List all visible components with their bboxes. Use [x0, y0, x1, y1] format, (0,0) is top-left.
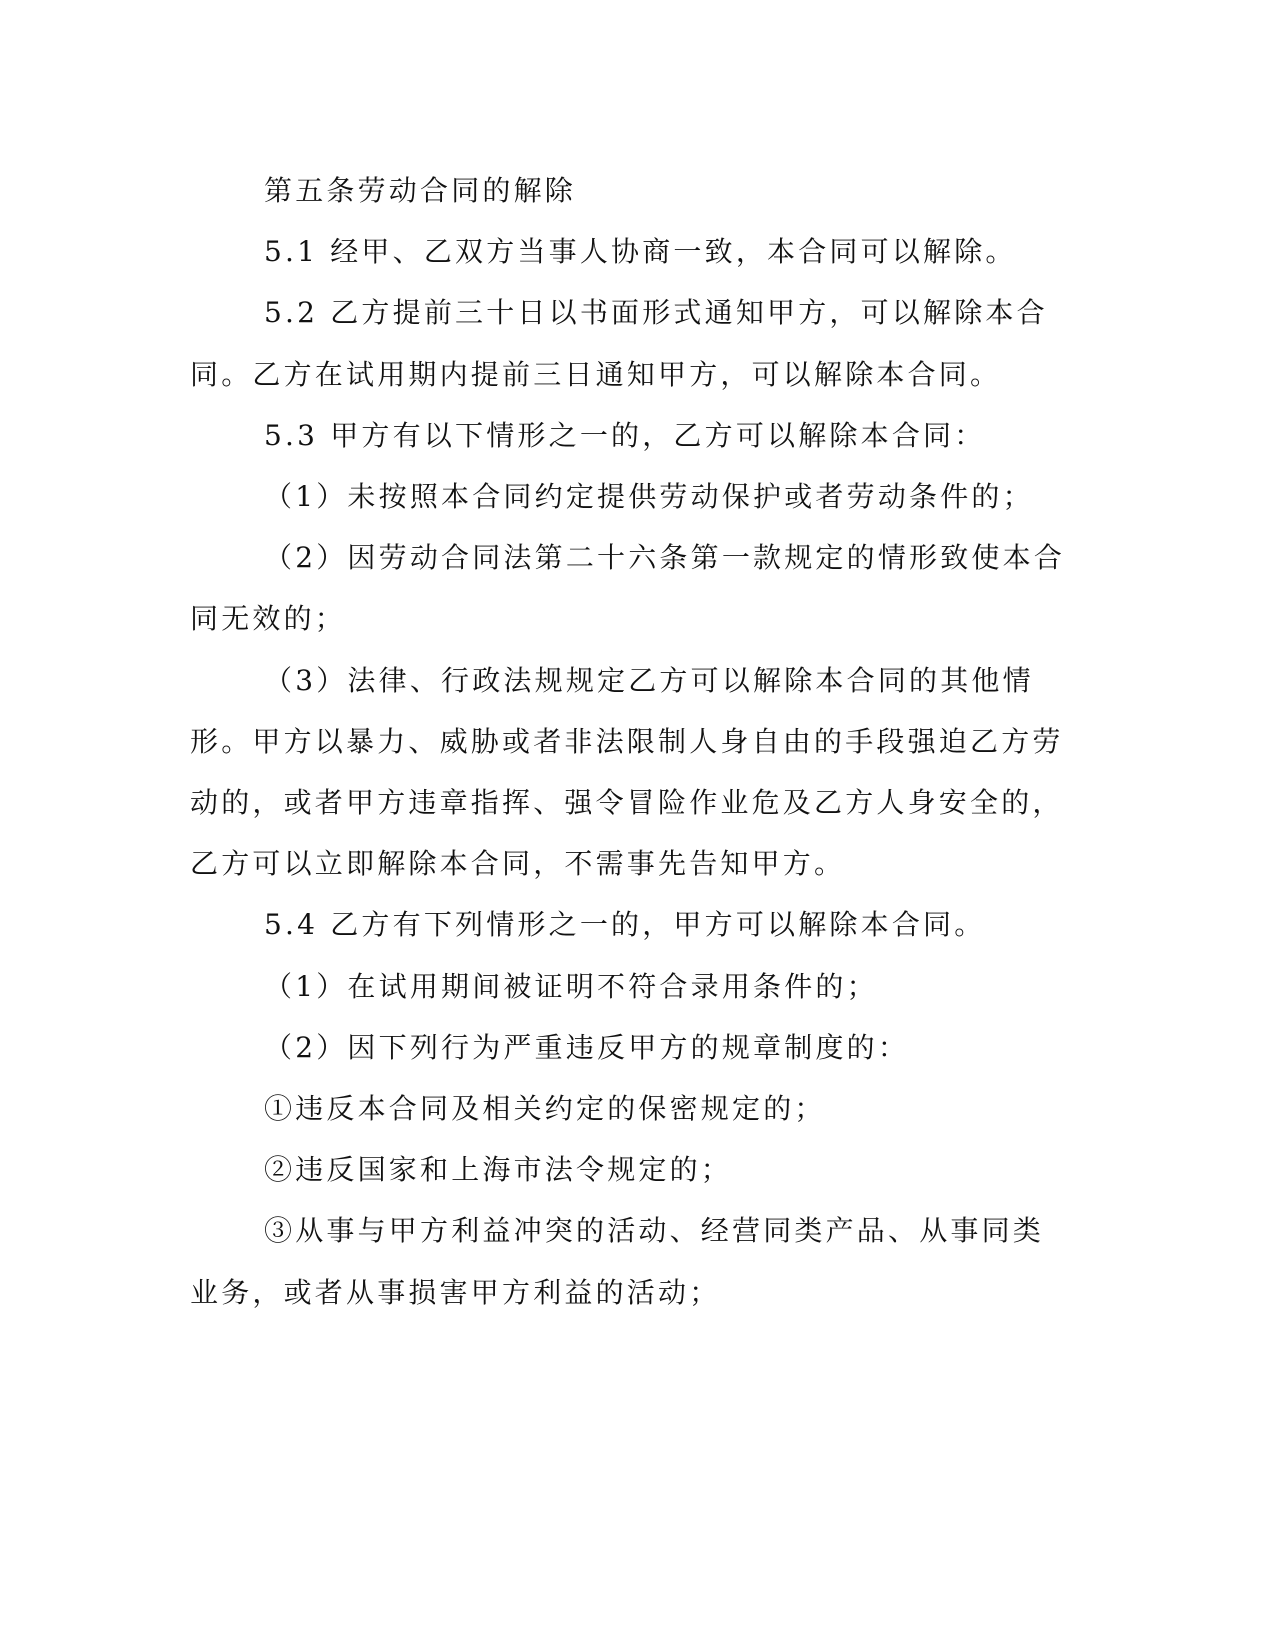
- clause-5-4-sub-3: ③从事与甲方利益冲突的活动、经营同类产品、从事同类业务，或者从事损害甲方利益的活动；: [190, 1214, 1045, 1309]
- section-heading: 第五条劳动合同的解除: [264, 174, 577, 207]
- clause-5-4-item-2: （2）因下列行为严重违反甲方的规章制度的：: [264, 1030, 910, 1064]
- clause-5-3-item-3: （3）法律、行政法规规定乙方可以解除本合同的其他情形。甲方以暴力、威胁或者非法限制人身自由的手段强迫乙方劳动的，或者甲方违章指挥、强令冒险作业危及乙方人身安全的，乙方可以立即解除本合同，不需事先告知甲方。: [190, 663, 1064, 881]
- clause-5-4: 5.4 乙方有下列情形之一的，甲方可以解除本合同。: [264, 908, 986, 942]
- clause-5-2: 5.2 乙方提前三十日以书面形式通知甲方，可以解除本合同。乙方在试用期内提前三日通知甲方，可以解除本合同。: [190, 296, 1048, 391]
- document-body: [190, 160, 1070, 1323]
- clause-5-3-item-1: （1）未按照本合同约定提供劳动保护或者劳动条件的；: [264, 480, 1034, 514]
- clause-5-4-sub-1: ①违反本合同及相关约定的保密规定的；: [264, 1092, 826, 1126]
- clause-5-3-item-2: （2）因劳动合同法第二十六条第一款规定的情形致使本合同无效的；: [190, 541, 1066, 636]
- clause-5-3: 5.3 甲方有以下情形之一的，乙方可以解除本合同：: [264, 418, 986, 452]
- clause-5-4-sub-2: ②违反国家和上海市法令规定的；: [264, 1153, 733, 1187]
- clause-5-1: 5.1 经甲、乙双方当事人协商一致，本合同可以解除。: [264, 235, 1017, 269]
- clause-5-4-item-1: （1）在试用期间被证明不符合录用条件的；: [264, 969, 878, 1003]
